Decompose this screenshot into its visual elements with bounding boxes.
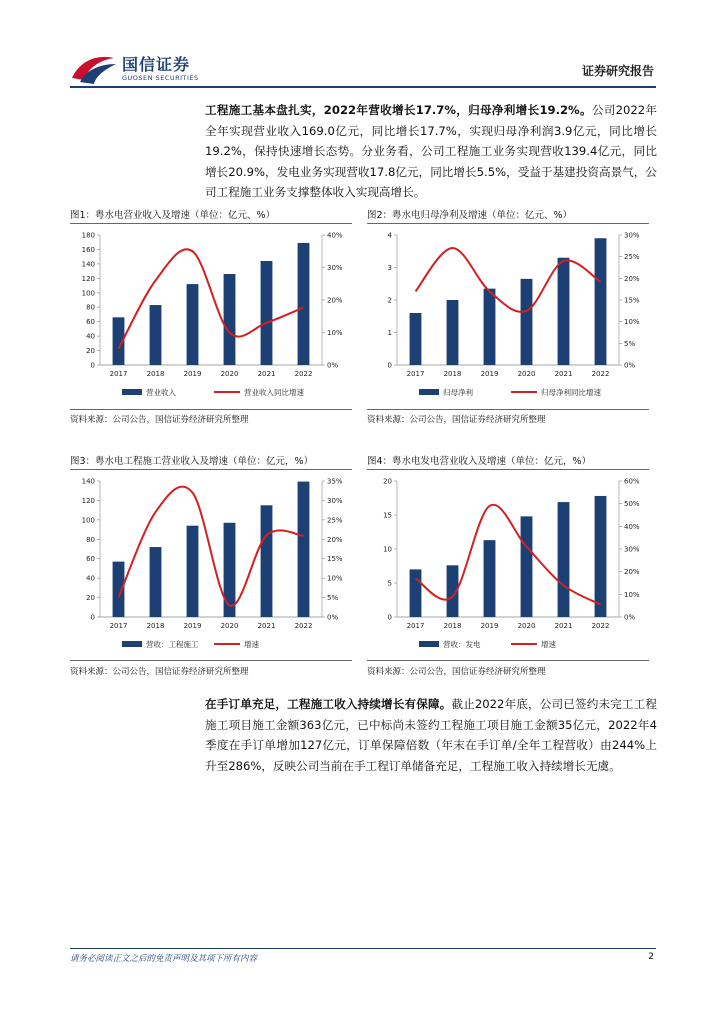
bar	[484, 289, 496, 365]
y-left-tick-label: 1	[387, 329, 392, 337]
x-tick-label: 2021	[554, 370, 573, 378]
y-left-tick-label: 60	[86, 555, 95, 564]
series-line	[416, 505, 601, 605]
y-left-tick-label: 140	[81, 477, 95, 486]
y-left-tick-label: 0	[90, 361, 95, 370]
y-right-tick-label: 25%	[624, 253, 640, 262]
y-right-tick-label: 50%	[624, 500, 640, 509]
y-left-tick-label: 20	[383, 477, 392, 486]
bar	[150, 547, 162, 617]
legend-bar-swatch	[419, 641, 439, 647]
y-right-tick-label: 60%	[624, 477, 640, 486]
brand-name-cn: 国信证券	[122, 55, 191, 74]
bar	[410, 569, 422, 617]
x-tick-label: 2021	[257, 370, 276, 378]
brand-name-en: GUOSEN SECURITIES	[122, 74, 199, 82]
x-tick-label: 2020	[517, 370, 536, 378]
series-line	[119, 249, 304, 348]
chart-power-revenue	[367, 473, 649, 657]
bar	[298, 243, 310, 365]
y-right-tick-label: 20%	[327, 296, 343, 305]
footer-disclaimer: 请务必阅读正文之后的免责声明及其项下所有内容	[70, 954, 258, 964]
figure-source: 资料来源：公司公告，国信证券经济研究所整理	[367, 415, 546, 425]
legend-line-label: 归母净利同比增速	[541, 388, 601, 397]
y-right-tick-label: 30%	[327, 496, 343, 505]
y-right-tick-label: 20%	[624, 274, 640, 283]
y-left-tick-label: 5	[387, 579, 392, 588]
y-right-tick-label: 30%	[624, 545, 640, 554]
figure-4	[367, 453, 649, 683]
figure-title-rule	[367, 223, 649, 224]
legend-line-label: 增速	[541, 640, 556, 649]
paragraph-body: 截止2022年底，公司已签约未完工工程施工项目施工金额363亿元，已中标尚未签约工程施工项目施工金额35亿元，2022年4季度在手订单增加127亿元，订单保障倍数（年末在手订单/全年工程营收）由244%上升至286%，反映公司当前在手工程订单储备充足，工程施工收入持续增长无虞。	[205, 697, 657, 773]
bar	[558, 258, 570, 365]
y-right-tick-label: 0%	[327, 361, 339, 370]
y-right-tick-label: 10%	[327, 574, 343, 583]
x-tick-label: 2019	[183, 370, 202, 378]
bar	[595, 238, 607, 365]
bar	[150, 305, 162, 365]
x-tick-label: 2017	[109, 370, 128, 378]
x-tick-label: 2021	[257, 622, 276, 630]
x-tick-label: 2019	[480, 622, 499, 630]
paragraph-lead: 工程施工基本盘扎实，2022年营收增长17.7%，归母净利增长19.2%。	[205, 103, 592, 117]
legend-bar-swatch	[122, 641, 142, 647]
bar	[521, 279, 533, 365]
y-left-tick-label: 60	[86, 318, 95, 327]
x-tick-label: 2020	[220, 370, 239, 378]
bar	[521, 516, 533, 617]
x-tick-label: 2020	[517, 622, 536, 630]
x-tick-label: 2019	[480, 370, 499, 378]
figure-title-rule	[367, 469, 649, 470]
y-right-tick-label: 5%	[327, 594, 339, 603]
paragraph-orders	[205, 694, 657, 776]
y-right-tick-label: 5%	[624, 339, 636, 348]
y-left-tick-label: 80	[86, 303, 95, 312]
chart-revenue	[70, 227, 352, 405]
figure-3	[70, 453, 352, 683]
figure-1	[70, 207, 352, 427]
y-right-tick-label: 15%	[327, 555, 343, 564]
legend-bar-swatch	[122, 389, 142, 395]
legend-line-label: 营业收入同比增速	[244, 388, 304, 397]
y-right-tick-label: 20%	[624, 568, 640, 577]
y-right-tick-label: 15%	[624, 296, 640, 305]
legend-bar-swatch	[419, 389, 439, 395]
bar	[187, 284, 199, 365]
x-tick-label: 2018	[146, 370, 165, 378]
bar	[187, 526, 199, 617]
x-tick-label: 2019	[183, 622, 202, 630]
y-left-tick-label: 10	[383, 545, 392, 554]
bar	[595, 496, 607, 617]
y-left-tick-label: 0	[387, 361, 392, 370]
chart-construction-revenue	[70, 473, 352, 657]
chart-net-profit	[367, 227, 649, 405]
figure-title-rule	[70, 223, 352, 224]
y-right-tick-label: 35%	[327, 477, 343, 486]
figure-title: 图2：粤水电归母净利及增速（单位：亿元、%）	[367, 210, 573, 221]
paragraph-body: 公司2022年全年实现营业收入169.0亿元，同比增长17.7%，实现归母净利润3.9亿元，同比增长19.2%，保持快速增长态势。分业务看，公司工程施工业务实现营收139.4亿元，同比增长20.9%，发电业务实现营收17.8亿元，同比增长5.5%，受益于基建投资高景气，公司工程施工业务支撑整体收入实现高增长。	[205, 103, 657, 199]
y-left-tick-label: 20	[86, 347, 95, 356]
x-tick-label: 2017	[406, 622, 425, 630]
y-left-tick-label: 160	[81, 245, 95, 254]
y-right-tick-label: 0%	[624, 361, 636, 370]
y-left-tick-label: 0	[387, 613, 392, 622]
bar	[298, 482, 310, 617]
legend-line-label: 增速	[244, 640, 259, 649]
legend-bar-label: 营收：工程施工	[146, 640, 199, 649]
y-right-tick-label: 20%	[327, 535, 343, 544]
y-left-tick-label: 80	[86, 535, 95, 544]
x-tick-label: 2022	[294, 622, 313, 630]
x-tick-label: 2017	[109, 622, 128, 630]
figure-source: 资料来源：公司公告，国信证券经济研究所整理	[70, 415, 249, 425]
figure-title: 图3：粤水电工程施工营业收入及增速（单位：亿元，%）	[70, 456, 314, 467]
x-tick-label: 2022	[591, 622, 610, 630]
y-right-tick-label: 10%	[327, 329, 343, 337]
bar	[447, 300, 459, 365]
y-left-tick-label: 140	[81, 260, 95, 269]
guosen-logo	[70, 50, 220, 86]
y-right-tick-label: 30%	[624, 231, 640, 240]
y-left-tick-label: 40	[86, 574, 95, 583]
paragraph-lead: 在手订单充足，工程施工收入持续增长有保障。	[205, 697, 452, 711]
paragraph-revenue-growth	[205, 100, 657, 203]
y-left-tick-label: 15	[383, 511, 392, 520]
figure-source-rule	[367, 660, 649, 661]
y-left-tick-label: 20	[86, 594, 95, 603]
bar	[224, 523, 236, 617]
bar	[261, 261, 273, 365]
x-tick-label: 2020	[220, 622, 239, 630]
y-left-tick-label: 3	[387, 264, 392, 272]
figure-title: 图4：粤水电发电营业收入及增速（单位：亿元，%）	[367, 456, 592, 467]
x-tick-label: 2021	[554, 622, 573, 630]
x-tick-label: 2022	[591, 370, 610, 378]
y-right-tick-label: 10%	[624, 590, 640, 599]
figure-source: 资料来源：公司公告，国信证券经济研究所整理	[367, 667, 546, 677]
footer-divider	[70, 948, 656, 949]
bar	[410, 313, 422, 365]
x-tick-label: 2022	[294, 370, 313, 378]
y-left-tick-label: 120	[81, 274, 95, 283]
legend-bar-label: 营收：发电	[443, 640, 481, 649]
series-line	[119, 487, 304, 606]
y-left-tick-label: 100	[81, 289, 95, 298]
y-right-tick-label: 0%	[624, 613, 636, 622]
y-left-tick-label: 120	[81, 496, 95, 505]
figure-source-rule	[70, 660, 352, 661]
y-left-tick-label: 180	[81, 231, 95, 240]
bar	[224, 274, 236, 365]
y-right-tick-label: 30%	[327, 264, 343, 272]
y-right-tick-label: 10%	[624, 318, 640, 327]
bar	[261, 505, 273, 617]
figure-source-rule	[367, 409, 649, 410]
y-right-tick-label: 40%	[624, 522, 640, 531]
header-divider	[70, 86, 656, 88]
figure-source-rule	[70, 409, 352, 410]
y-left-tick-label: 2	[387, 296, 392, 305]
figure-title: 图1：粤水电营业收入及增速（单位：亿元、%）	[70, 210, 276, 221]
y-left-tick-label: 40	[86, 332, 95, 341]
x-tick-label: 2018	[443, 370, 462, 378]
page-number: 2	[648, 952, 654, 962]
x-tick-label: 2018	[443, 622, 462, 630]
series-line	[416, 248, 601, 312]
y-left-tick-label: 0	[90, 613, 95, 622]
y-right-tick-label: 0%	[327, 613, 339, 622]
x-tick-label: 2017	[406, 370, 425, 378]
bar	[484, 540, 496, 617]
legend-bar-label: 归母净利	[443, 388, 473, 397]
figure-2	[367, 207, 649, 427]
bar	[558, 502, 570, 617]
report-type-label: 证券研究报告	[581, 64, 654, 78]
y-left-tick-label: 4	[387, 231, 392, 240]
page-header	[0, 0, 724, 90]
figure-title-rule	[70, 469, 352, 470]
y-right-tick-label: 40%	[327, 231, 343, 240]
y-right-tick-label: 25%	[327, 516, 343, 525]
x-tick-label: 2018	[146, 622, 165, 630]
legend-bar-label: 营业收入	[146, 388, 176, 397]
y-left-tick-label: 100	[81, 516, 95, 525]
figure-source: 资料来源：公司公告，国信证券经济研究所整理	[70, 667, 249, 677]
guosen-logo-mark-icon	[70, 52, 118, 84]
